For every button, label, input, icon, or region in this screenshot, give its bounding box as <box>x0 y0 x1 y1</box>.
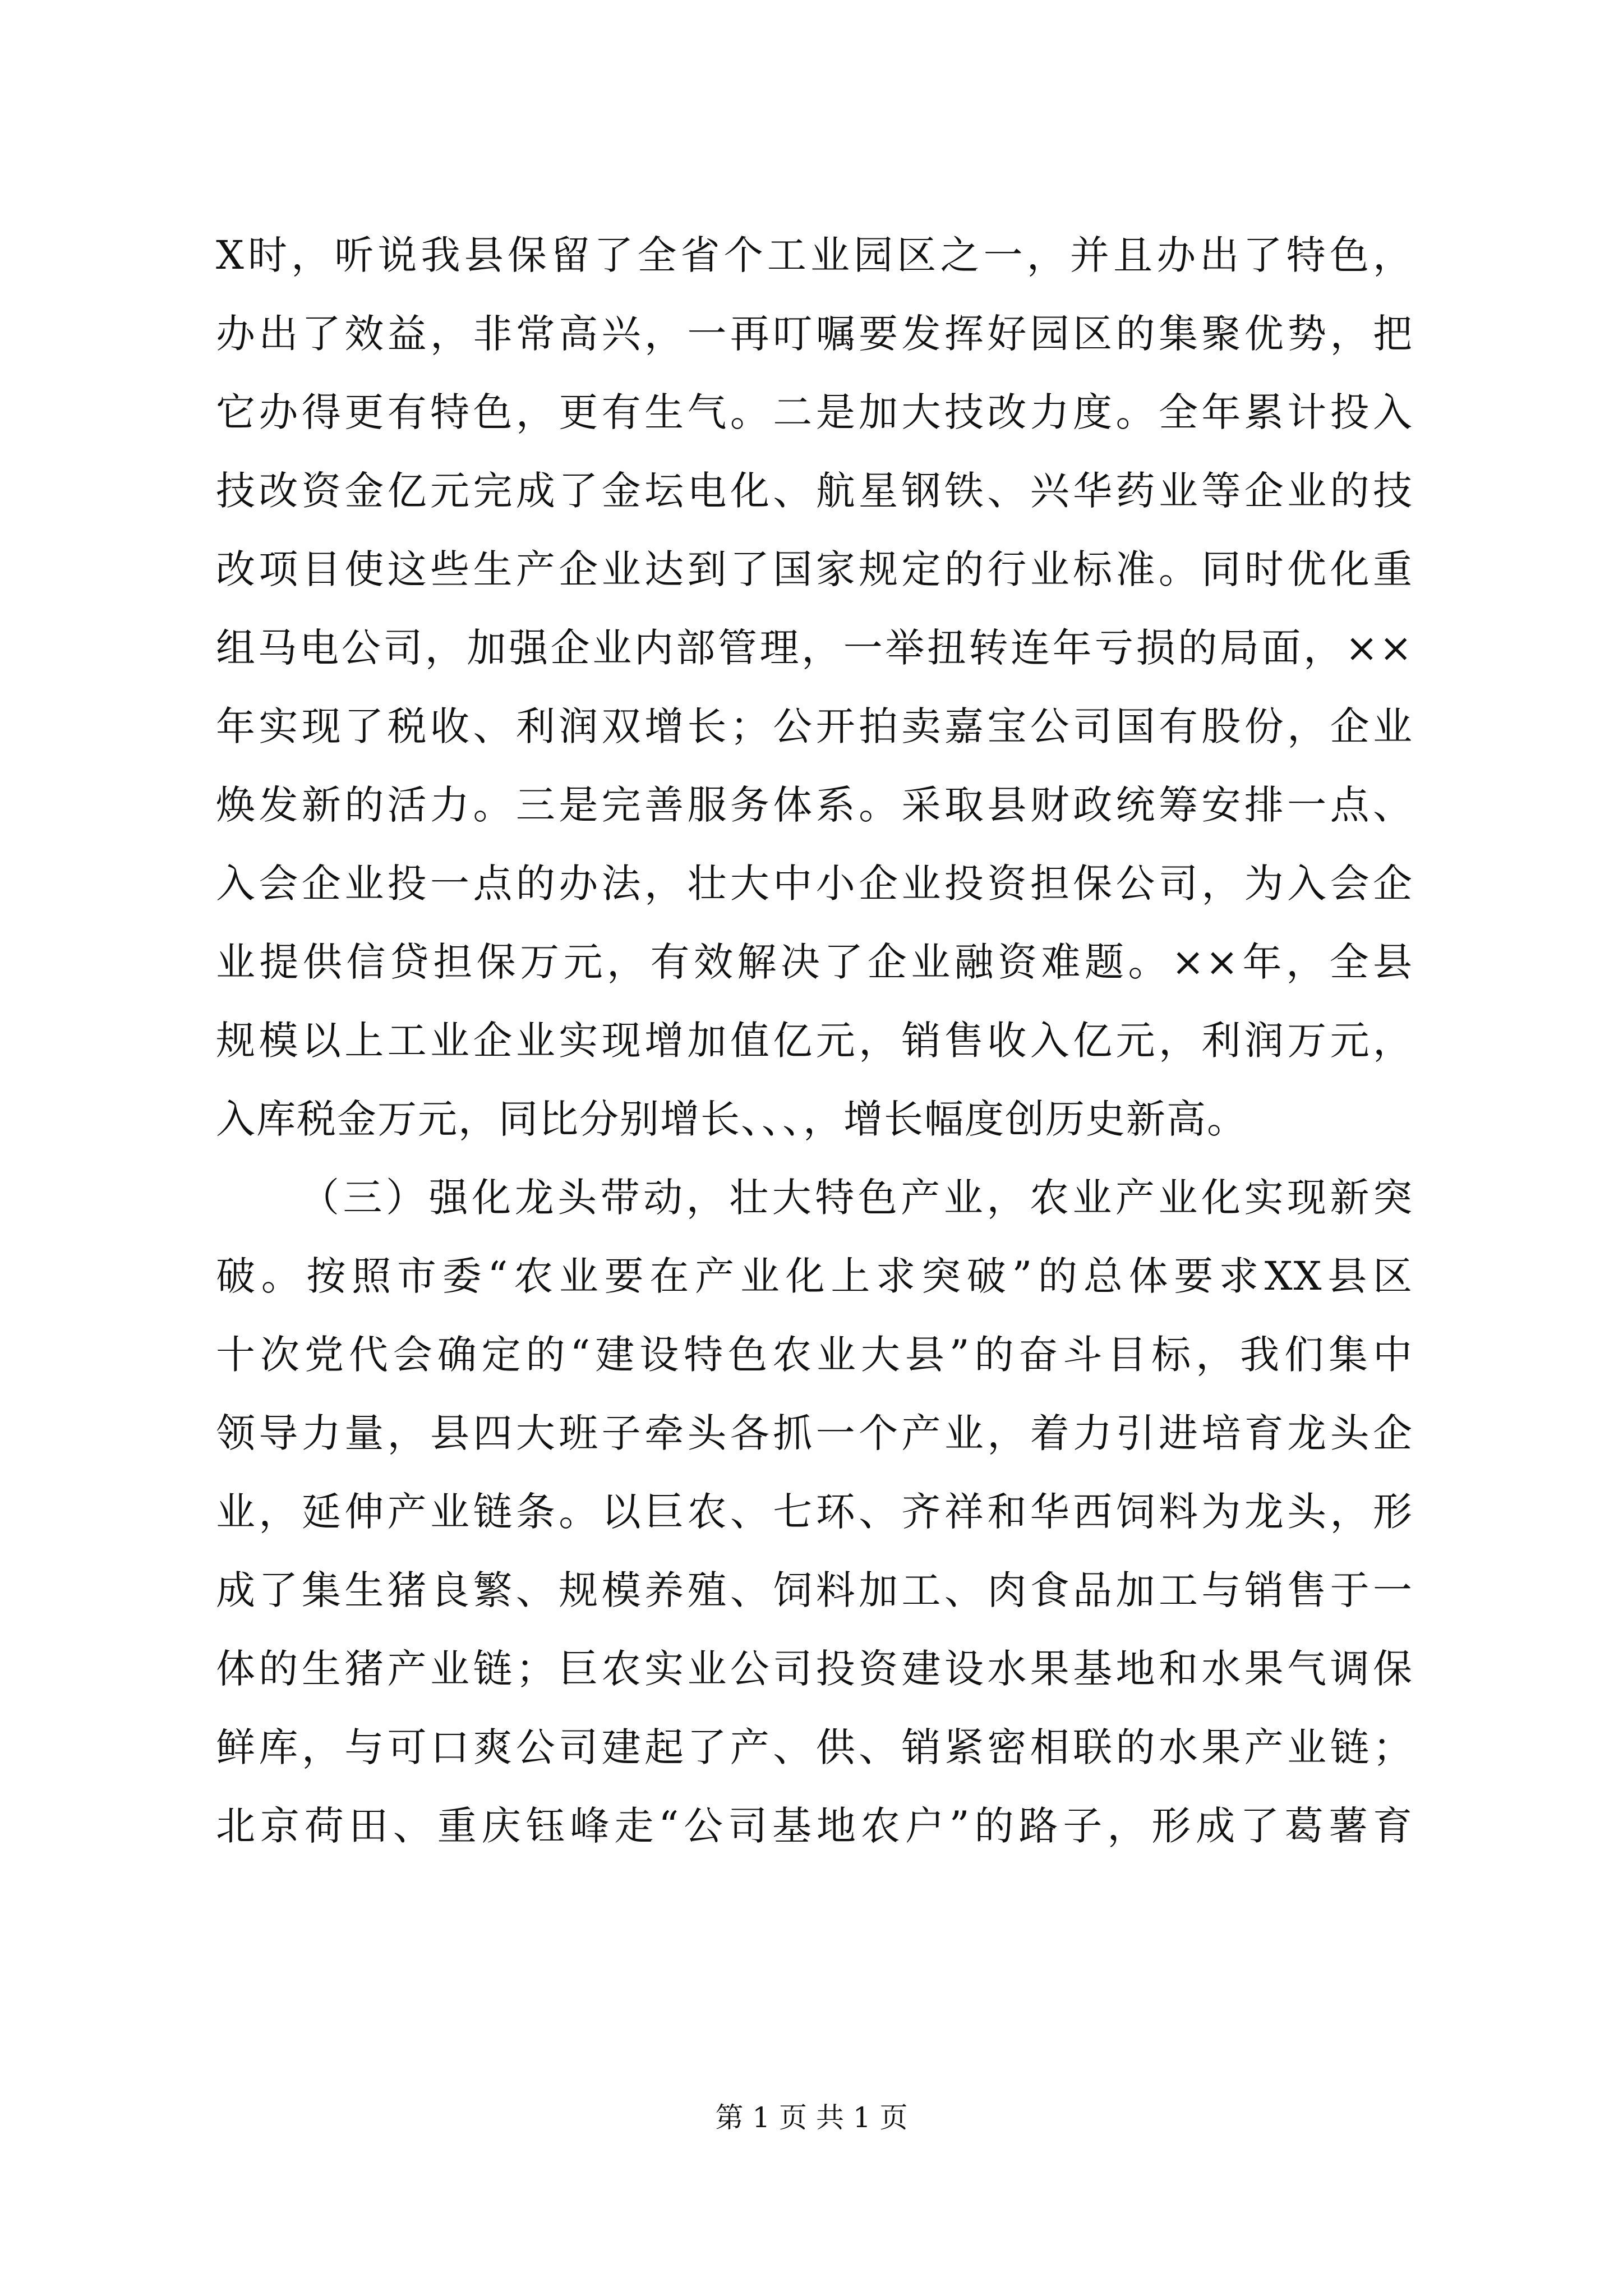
text-line: 技改资金亿元完成了金坛电化、航星钢铁、兴华药业等企业的技 <box>216 468 1413 514</box>
text-line: 规模以上工业企业实现增加值亿元，销售收入亿元，利润万元， <box>216 1018 1413 1064</box>
text-line: 北京荷田、重庆钰峰走“公司基地农户”的路子，形成了葛薯育 <box>216 1803 1413 1849</box>
page-footer <box>0 2101 1623 2134</box>
document-body <box>216 216 1413 1865</box>
text-line: 办出了效益，非常高兴，一再叮嘱要发挥好园区的集聚优势，把 <box>216 311 1413 357</box>
text-line: 它办得更有特色，更有生气。二是加大技改力度。全年累计投入 <box>216 389 1413 435</box>
text-line: 改项目使这些生产企业达到了国家规定的行业标准。同时优化重 <box>216 546 1413 592</box>
text-line: 十次党代会确定的“建设特色农业大县”的奋斗目标，我们集中 <box>216 1332 1413 1378</box>
text-line: 业提供信贷担保万元，有效解决了企业融资难题。××年，全县 <box>216 939 1413 985</box>
text-line: 领导力量，县四大班子牵头各抓一个产业，着力引进培育龙头企 <box>216 1410 1413 1456</box>
text-line: 破。按照市委“农业要在产业化上求突破”的总体要求XX县区 <box>216 1253 1413 1299</box>
page-number-label: 第 1 页 共 1 页 <box>715 2101 908 2134</box>
text-line: 成了集生猪良繁、规模养殖、饲料加工、肉食品加工与销售于一 <box>216 1567 1413 1613</box>
paragraph-start-line: （三）强化龙头带动，壮大特色产业，农业产业化实现新突 <box>300 1175 1413 1221</box>
text-line: 鲜库，与可口爽公司建起了产、供、销紧密相联的水果产业链； <box>216 1724 1413 1770</box>
text-line: 入会企业投一点的办法，壮大中小企业投资担保公司，为入会企 <box>216 861 1413 907</box>
text-line: 焕发新的活力。三是完善服务体系。采取县财政统筹安排一点、 <box>216 782 1413 828</box>
text-line: 体的生猪产业链；巨农实业公司投资建设水果基地和水果气调保 <box>216 1646 1413 1692</box>
text-line: 组马电公司，加强企业内部管理，一举扭转连年亏损的局面，×× <box>216 625 1413 671</box>
text-line: X时，听说我县保留了全省个工业园区之一，并且办出了特色， <box>216 232 1413 278</box>
text-line: 年实现了税收、利润双增长；公开拍卖嘉宝公司国有股份，企业 <box>216 703 1413 749</box>
text-line: 入库税金万元，同比分别增长、、、，增长幅度创历史新高。 <box>216 1096 1247 1142</box>
text-line: 业，延伸产业链条。以巨农、七环、齐祥和华西饲料为龙头，形 <box>216 1489 1413 1535</box>
